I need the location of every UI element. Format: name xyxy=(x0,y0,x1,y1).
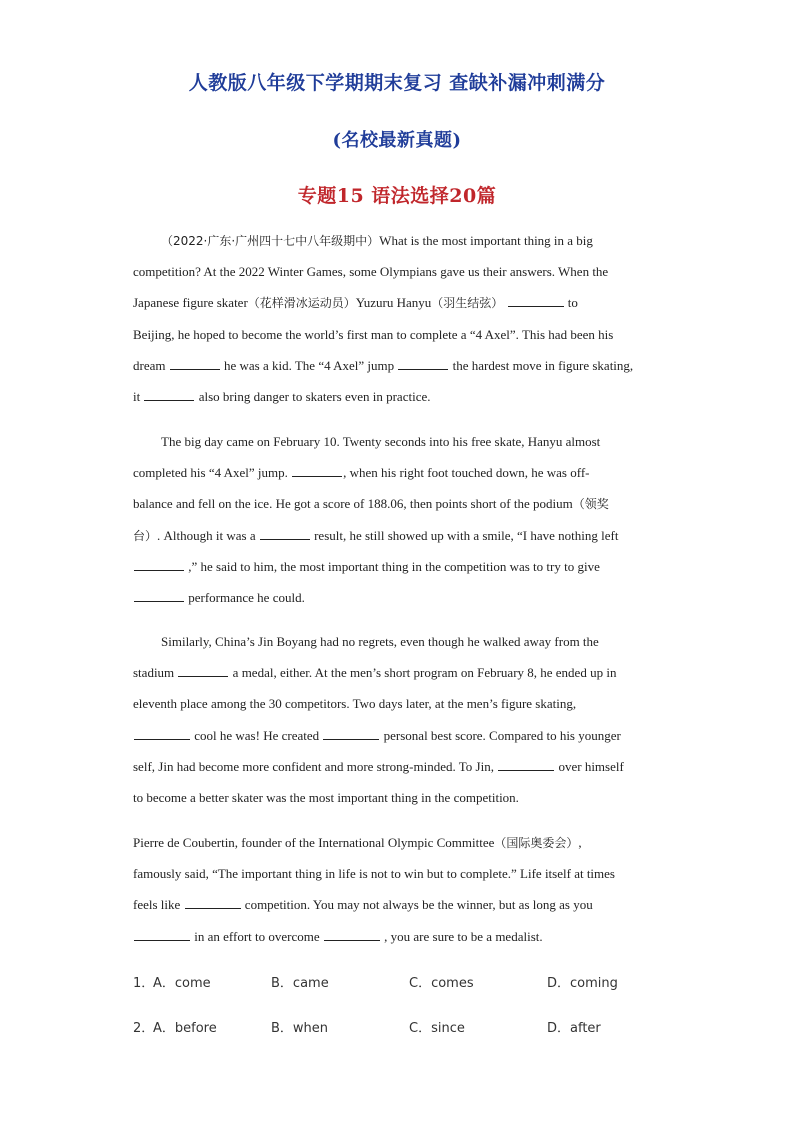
paragraph-1: （2022·广东·广州四十七中八年级期中）What is the most important thing in a big competition? At the 2022 Winter Games, some Olympians gave us their answers. When the Japanese figure skater（花样滑冰运动员）Yuzuru Hanyu（羽生结弦） to Beijing, he hoped to become the world’s first man to complete a “4 Axel”. This had been his dream he was a kid. The “4 Axel” jump the hardest move in figure skating, it also bring danger to skaters even in practice. xyxy=(133,233,634,404)
source-note: （2022·广东·广州四十七中八年级期中） xyxy=(161,234,380,248)
header-subtitle: (名校最新真题) xyxy=(332,130,462,151)
blank-7[interactable] xyxy=(134,556,184,571)
option-c[interactable]: C．since xyxy=(409,1021,465,1036)
blank-14[interactable] xyxy=(134,926,190,941)
blank-15[interactable] xyxy=(324,926,380,941)
blank-6[interactable] xyxy=(260,525,310,540)
option-b[interactable]: B．when xyxy=(271,1021,329,1036)
paragraph-2: The big day came on February 10. Twenty seconds into his free skate, Hanyu almost completed his “4 Axel” jump. , when his right foot touched down, he was off- balance and fell on the ice. He got a score of 188.06, then points short of the podium（领奖 台）. Although it was a result, he still showed up with a smile, “I have nothing left ,” he said to him, the most important thing in the competition was to try to give performance he could. xyxy=(133,434,619,605)
question-number: 2． xyxy=(133,1021,155,1036)
blank-4[interactable] xyxy=(144,386,194,401)
blank-8[interactable] xyxy=(134,587,184,602)
header-title: 人教版八年级下学期期末复习 查缺补漏冲刺满分 xyxy=(188,72,606,94)
blank-9[interactable] xyxy=(178,662,228,677)
option-a[interactable]: A．before xyxy=(153,1021,217,1036)
blank-13[interactable] xyxy=(185,894,241,909)
option-d[interactable]: D．coming xyxy=(547,976,618,991)
blank-11[interactable] xyxy=(323,725,379,740)
blank-3[interactable] xyxy=(398,355,448,370)
blank-5[interactable] xyxy=(292,462,342,477)
option-c[interactable]: C．comes xyxy=(409,976,474,991)
option-d[interactable]: D．after xyxy=(547,1021,601,1036)
topic-title: 专题15 语法选择20篇 xyxy=(297,185,497,207)
blank-2[interactable] xyxy=(170,355,220,370)
question-number: 1． xyxy=(133,976,155,991)
paragraph-4: Pierre de Coubertin, founder of the International Olympic Committee（国际奥委会）, famously said, “The important thing in life is not to win but to complete.” Life itself at times feels like competition. You may not always be the winner, but as long as you in an effort to overcome , you are sure to be a medalist. xyxy=(133,835,615,944)
blank-12[interactable] xyxy=(498,756,554,771)
paragraph-3: Similarly, China’s Jin Boyang had no regrets, even though he walked away from the stadium a medal, either. At the men’s short program on February 8, he ended up in eleventh place among the 30 competitors. Two days later, at the men’s figure skating, cool he was! He created personal best score. Compared to his younger self, Jin had become more confident and more strong-minded. To Jin, over himself to become a better skater was the most important thing in the competition. xyxy=(133,634,624,805)
option-b[interactable]: B．came xyxy=(271,976,329,991)
blank-10[interactable] xyxy=(134,725,190,740)
option-a[interactable]: A．come xyxy=(153,976,211,991)
blank-1[interactable] xyxy=(508,292,564,307)
